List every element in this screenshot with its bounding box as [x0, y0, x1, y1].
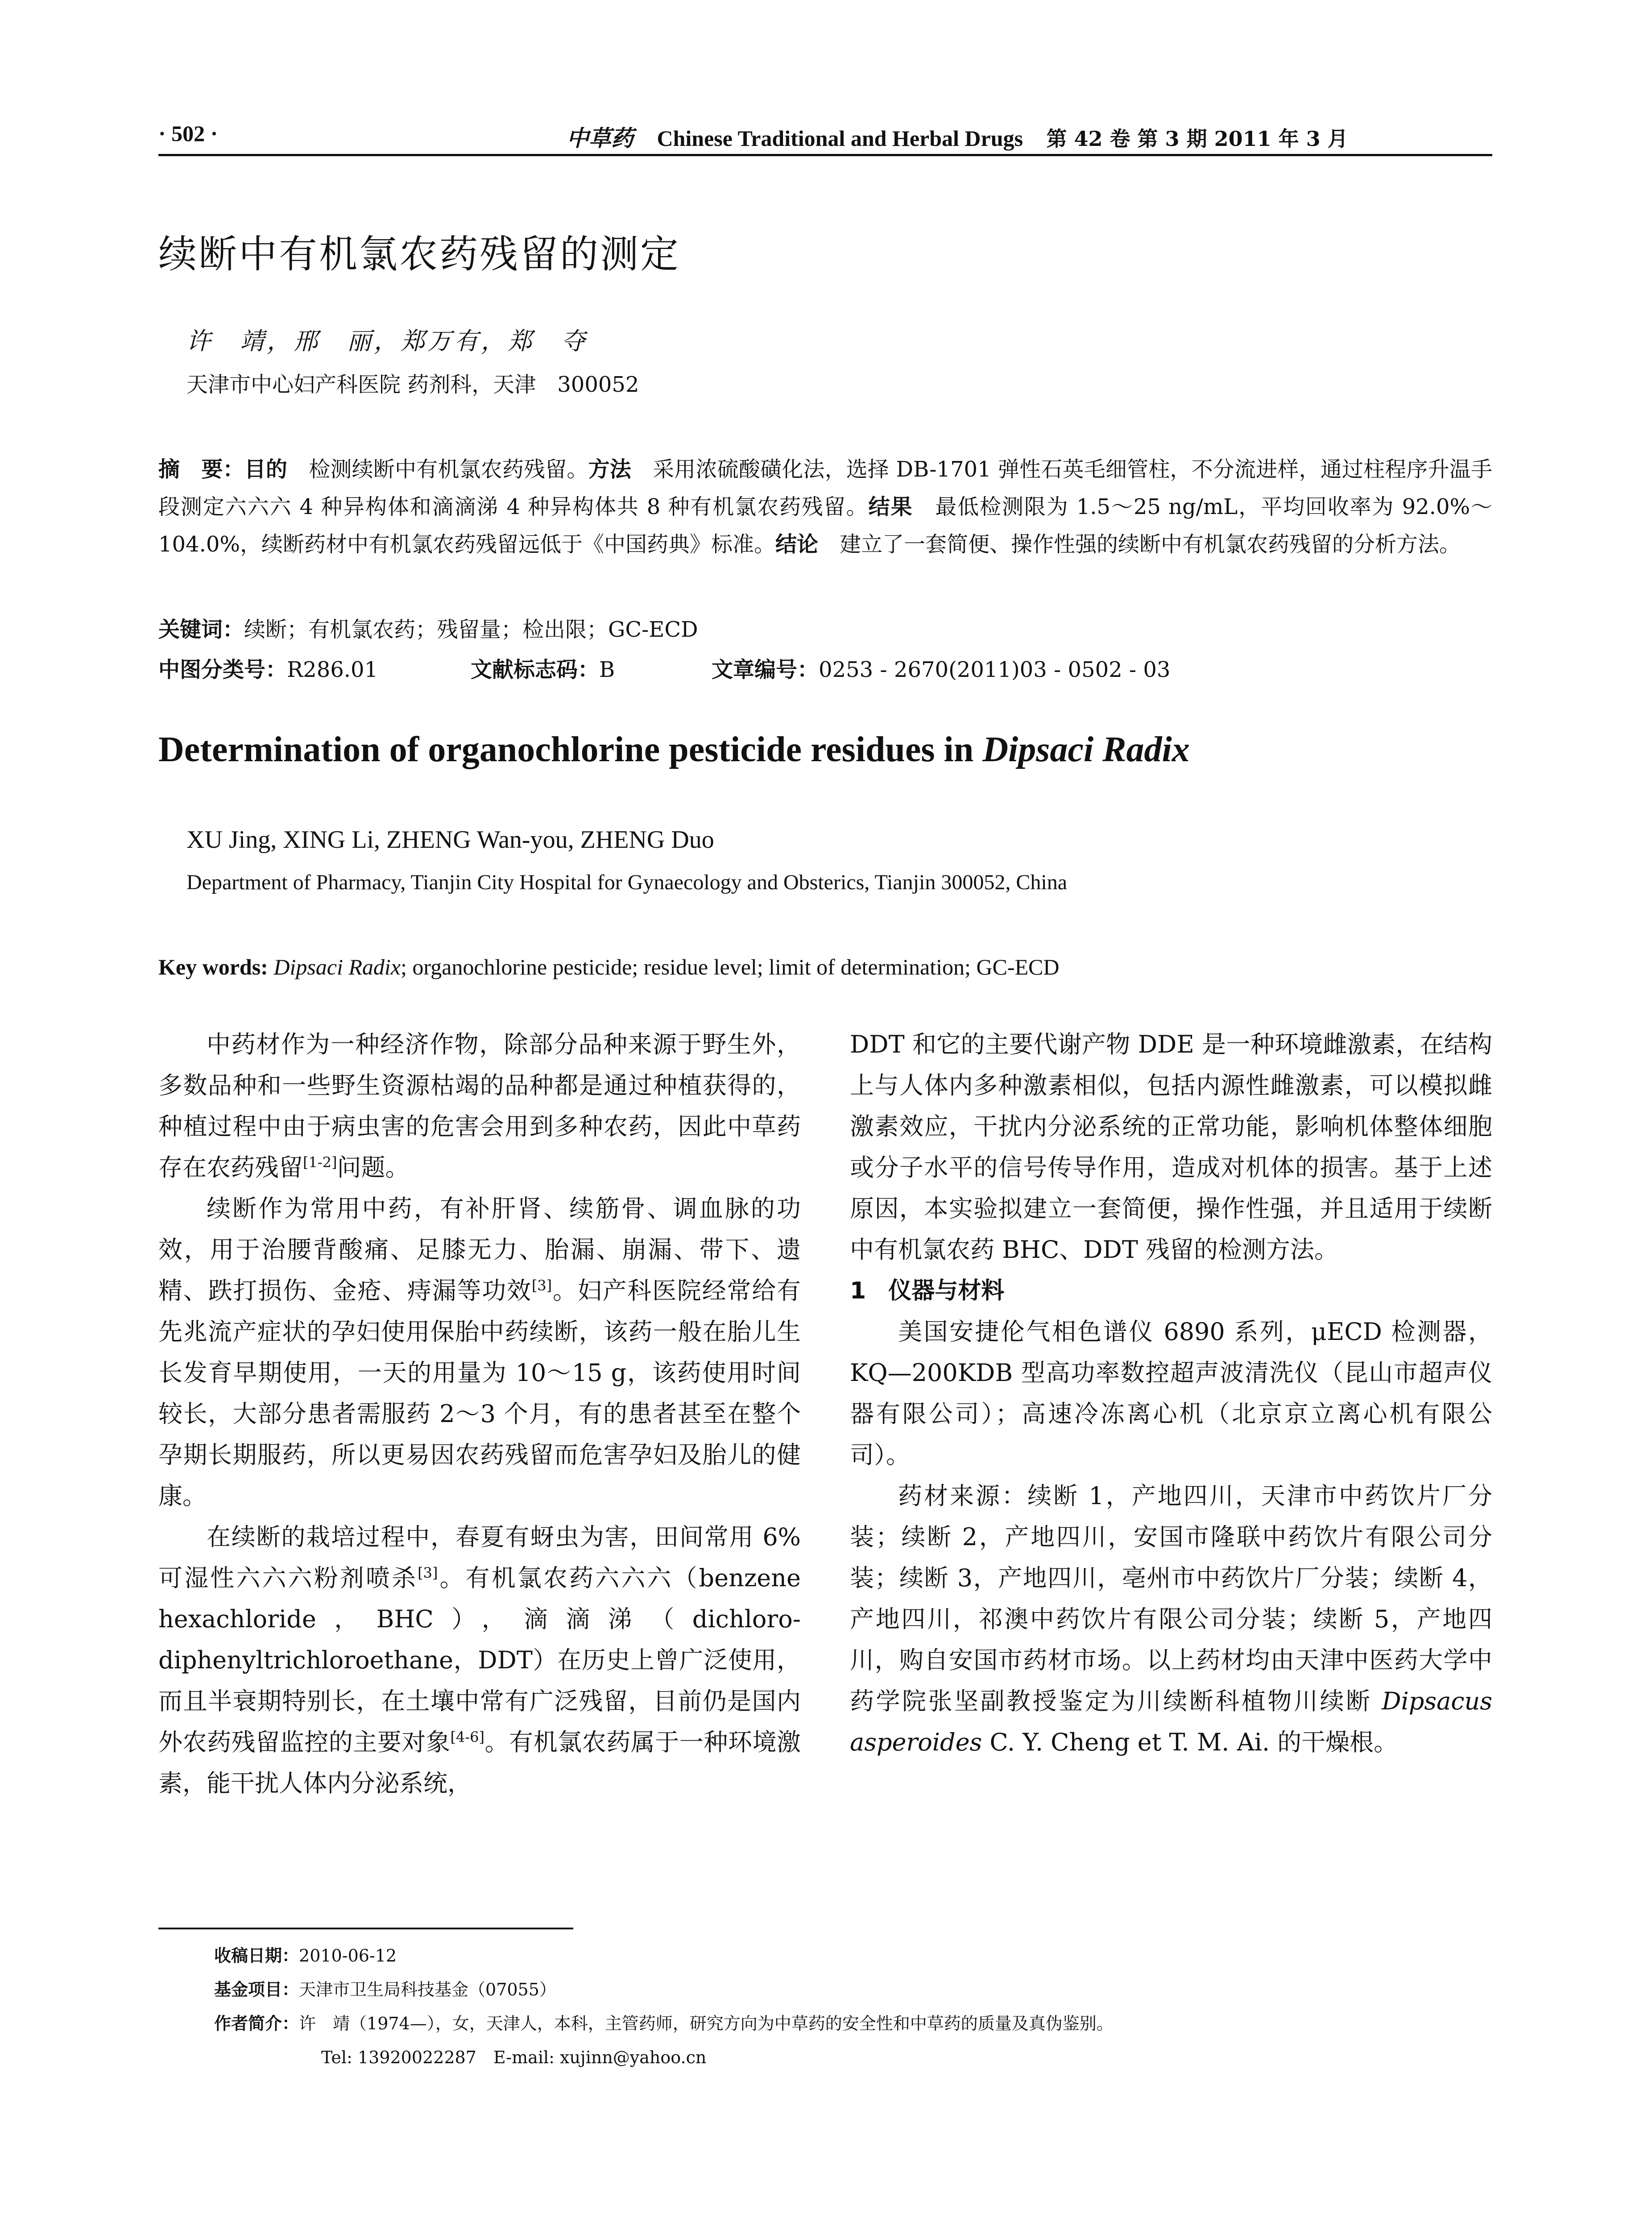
- title-en: Determination of organochlorine pesticide residues in Dipsaci Radix: [158, 730, 1190, 769]
- authors-cn: 许 靖，邢 丽，郑万有，郑 夺: [186, 327, 588, 355]
- abstract-method-label: 方法: [588, 457, 631, 482]
- keywords-en: Key words: Dipsaci Radix; organochlorine pesticide; residue level; limit of determination; GC-ECD: [158, 954, 1060, 979]
- body-column-left: [158, 1024, 801, 1804]
- footnote-contact: Tel: 13920022287 E-mail: xujinn@yahoo.cn: [321, 2048, 707, 2067]
- classification-line: [158, 652, 1492, 682]
- affiliation-cn: 天津市中心妇产科医院 药剂科，天津 300052: [186, 372, 639, 397]
- journal-header: [567, 120, 1348, 153]
- journal-name-en: Chinese Traditional and Herbal Drugs: [657, 126, 1023, 151]
- keywords-cn-label: 关键词：: [158, 617, 244, 642]
- doc-code: 文献标志码：B: [471, 657, 615, 682]
- journal-name-cn: 中草药: [567, 125, 633, 151]
- keywords-cn: [158, 612, 698, 643]
- section-heading: 1 仪器与材料: [850, 1277, 1005, 1304]
- body-column-right: [850, 1024, 1492, 1763]
- abstract-conclusion-label: 结论: [775, 532, 819, 557]
- running-header: [158, 117, 1492, 153]
- abstract-objective-label: 目的: [244, 457, 288, 482]
- footnote-received: 收稿日期：2010-06-12: [214, 1946, 397, 1966]
- title-en-species: Dipsaci Radix: [982, 730, 1190, 769]
- issue-info: 第 42 卷 第 3 期 2011 年 3 月: [1046, 127, 1348, 151]
- paragraph: 在续断的栽培过程中，春夏有蚜虫为害，田间常用 6%可湿性六六六粉剂喷杀[3]。有机氯农药六六六（benzene hexachloride，BHC），滴滴涕（dichloro-diphenyltrichloroethane，DDT）在历史上曾广泛使用，而且半衰期特别长，在土壤中常有广泛残留，目前仍是国内外农药残留监控的主要对象[4-6]。有机氯农药属于一种环境激素，能干扰人体内分泌系统，: [158, 1523, 801, 1797]
- footnote-rule: [158, 1928, 573, 1929]
- abstract-result-label: 结果: [868, 494, 913, 519]
- citation: [3]: [531, 1277, 552, 1294]
- paragraph: DDT 和它的主要代谢产物 DDE 是一种环境雌激素，在结构上与人体内多种激素相似，包括内源性雌激素，可以模拟雌激素效应，干扰内分泌系统的正常功能，影响机体整体细胞或分子水平的信号传导作用，造成对机体的损害。基于上述原因，本实验拟建立一套简便，操作性强，并且适用于续断中有机氯农药 BHC、DDT 残留的检测方法。: [850, 1030, 1492, 1264]
- abstract-conclusion: 建立了一套简便、操作性强的续断中有机氯农药残留的分析方法。: [818, 532, 1461, 557]
- title-cn: 续断中有机氯农药残留的测定: [158, 232, 680, 277]
- page-number: · 502 ·: [158, 121, 218, 146]
- paragraph: 续断作为常用中药，有补肝肾、续筋骨、调血脉的功效，用于治腰背酸痛、足膝无力、胎漏、崩漏、带下、遗精、跌打损伤、金疮、痔漏等功效[3]。妇产科医院经常给有先兆流产症状的孕妇使用保胎中药续断，该药一般在胎儿生长发育早期使用，一天的用量为 10～15 g，该药使用时间较长，大部分患者需服药 2～3 个月，有的患者甚至在整个孕期长期服药，所以更易因农药残留而危害孕妇及胎儿的健康。: [158, 1194, 801, 1510]
- footnote-fund: 基金项目：天津市卫生局科技基金（07055）: [214, 1980, 556, 1999]
- abstract-cn: [158, 451, 1492, 563]
- paragraph: 美国安捷伦气相色谱仪 6890 系列，μECD 检测器，KQ—200KDB 型高功率数控超声波清洗仪（昆山市超声仪器有限公司）；高速冷冻离心机（北京京立离心机有限公司）。: [850, 1318, 1492, 1469]
- paragraph: 药材来源：续断 1，产地四川，天津市中药饮片厂分装；续断 2，产地四川，安国市隆联中药饮片有限公司分装；续断 3，产地四川，亳州市中药饮片厂分装；续断 4，产地四川，祁澳中药饮片有限公司分装；续断 5，产地四川，购自安国市药材市场。以上药材均由天津中医药大学中药学院张坚副教授鉴定为川续断科植物川续断 Dipsacus asperoides C. Y. Cheng et T. M. Ai. 的干燥根。: [850, 1482, 1492, 1756]
- authors-en: XU Jing, XING Li, ZHENG Wan-you, ZHENG Duo: [186, 826, 714, 854]
- citation: [4-6]: [450, 1729, 484, 1746]
- species-name: Dipsacus asperoides: [850, 1687, 1492, 1756]
- keywords-en-label: Key words:: [158, 954, 268, 979]
- clc-code: 中图分类号：R286.01: [158, 657, 378, 682]
- abstract-result: 最低检测限为 1.5～25 ng/mL，平均回收率为 92.0%～104.0%，续断药材中有机氯农药残留远低于《中国药典》标准。: [158, 494, 1492, 557]
- header-rule: [158, 154, 1492, 156]
- citation: [1-2]: [303, 1154, 337, 1171]
- abstract-label: 摘 要：: [158, 457, 244, 482]
- paragraph: 中药材作为一种经济作物，除部分品种来源于野生外，多数品种和一些野生资源枯竭的品种都是通过种植获得的，种植过程中由于病虫害的危害会用到多种农药，因此中草药存在农药残留[1-2]问题。: [158, 1030, 801, 1182]
- article-number: 文章编号：0253 - 2670(2011)03 - 0502 - 03: [712, 657, 1171, 682]
- keywords-cn-text: 续断；有机氯农药；残留量；检出限；GC-ECD: [244, 617, 698, 642]
- affiliation-en: Department of Pharmacy, Tianjin City Hospital for Gynaecology and Obsterics, Tianjin 300052, China: [186, 871, 1067, 894]
- abstract-objective: 检测续断中有机氯农药残留。: [287, 457, 588, 482]
- citation: [3]: [418, 1564, 438, 1581]
- abstract-method: 采用浓硫酸磺化法，选择 DB-1701 弹性石英毛细管柱，不分流进样，通过柱程序升温手段测定六六六 4 种异构体和滴滴涕 4 种异构体共 8 种有机氯农药残留。: [158, 457, 1492, 519]
- footnote-author: 作者简介：许 靖（1974—），女，天津人，本科，主管药师，研究方向为中草药的安全性和中草药的质量及真伪鉴别。: [214, 2014, 1114, 2033]
